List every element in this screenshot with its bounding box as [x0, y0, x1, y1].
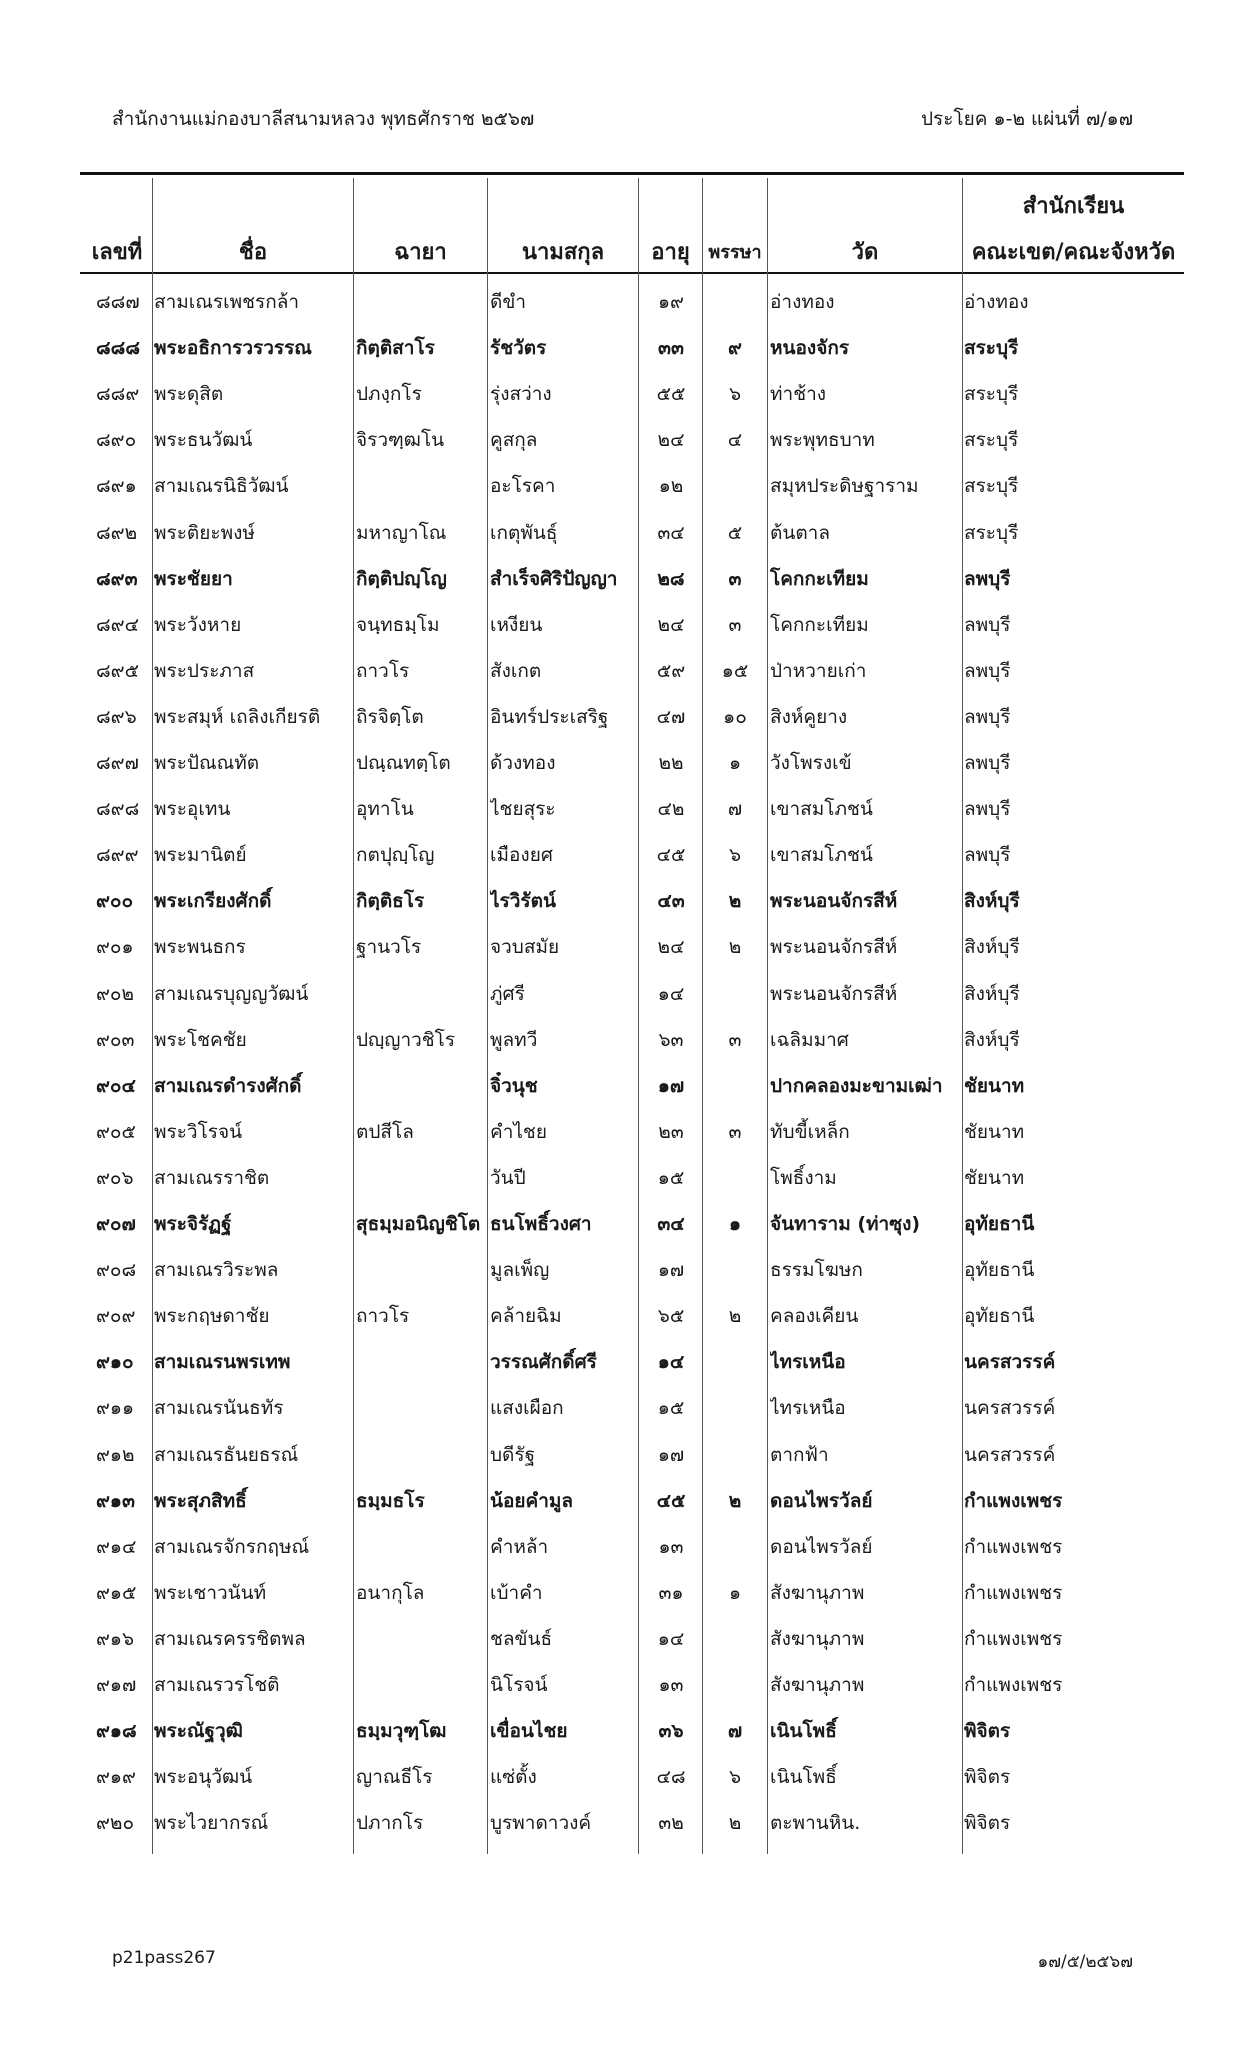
cell-office: สระบุรี	[964, 383, 1019, 405]
cell-phansa	[704, 1164, 766, 1192]
cell-office: ลพบุรี	[964, 752, 1011, 774]
col-header-age: อายุ	[651, 240, 690, 265]
cell-phansa: ๒	[728, 936, 742, 958]
cell-name: พระติยะพงษ์	[154, 522, 255, 544]
cell-name: พระชัยยา	[154, 568, 233, 590]
cell-no: ๙๐๐	[96, 890, 134, 912]
cell-surname: เบ้าคำ	[490, 1582, 543, 1604]
cell-phansa: ๕	[727, 522, 743, 544]
cell-no: ๙๑๗	[96, 1674, 137, 1696]
cell-age: ๑๕	[657, 1167, 685, 1189]
cell-office: สระบุรี	[964, 522, 1019, 544]
cell-age: ๓๒	[658, 1812, 684, 1834]
cell-surname: มูลเพ็ญ	[490, 1259, 550, 1281]
cell-phansa: ๒	[728, 1305, 742, 1327]
cell-no: ๙๑๙	[96, 1766, 136, 1788]
cell-no: ๙๑๕	[96, 1582, 137, 1604]
cell-office: สิงห์บุรี	[964, 890, 1020, 912]
cell-office: นครสวรรค์	[964, 1351, 1056, 1373]
cell-name: สามเณรธันยธรณ์	[154, 1444, 299, 1466]
cell-chaya: ปญฺญาวชิโร	[356, 1029, 456, 1051]
cell-surname: คำไชย	[490, 1121, 547, 1143]
cell-chaya: กิตฺติสาโร	[356, 337, 435, 359]
cell-no: ๘๘๗	[96, 291, 140, 313]
cell-name: พระไวยากรณ์	[154, 1812, 269, 1834]
column-divider	[767, 178, 768, 1854]
cell-name: สามเณรบุญญวัฒน์	[154, 983, 309, 1005]
cell-chaya: สุธมฺมอนิญชิโต	[356, 1213, 481, 1235]
cell-chaya: อนากุโล	[356, 1582, 425, 1604]
cell-age: ๕๕	[656, 383, 686, 405]
cell-wat: ปากคลองมะขามเฒ่า	[770, 1075, 943, 1097]
cell-wat: เขาสมโภชน์	[770, 798, 873, 820]
column-divider	[962, 178, 963, 1854]
cell-phansa: ๓	[728, 1029, 742, 1051]
cell-age: ๑๗	[657, 1444, 685, 1466]
cell-name: สามเณรครรชิตพล	[154, 1628, 306, 1650]
cell-no: ๘๙๑	[96, 475, 137, 497]
header-left: สำนักงานแม่กองบาลีสนามหลวง พุทธศักราช ๒๕๖๗	[112, 108, 535, 130]
cell-age: ๒๓	[658, 1121, 684, 1143]
cell-name: สามเณรจักรกฤษณ์	[154, 1536, 310, 1558]
cell-surname: สำเร็จศิริปัญญา	[490, 568, 618, 590]
cell-office: ลพบุรี	[964, 844, 1011, 866]
cell-name: พระปัณณทัต	[154, 752, 260, 774]
col-header-phansa: พรรษา	[708, 242, 762, 263]
cell-name: พระพนธกร	[154, 936, 246, 958]
cell-surname: วรรณศักดิ์ศรี	[490, 1351, 597, 1373]
cell-name: พระกฤษดาชัย	[154, 1305, 270, 1327]
cell-chaya: ญาณธีโร	[356, 1766, 433, 1788]
cell-chaya	[356, 1533, 486, 1561]
cell-age: ๑๗	[657, 1075, 685, 1097]
cell-wat: ทับขี้เหล็ก	[770, 1121, 850, 1143]
cell-name: สามเณรราชิต	[154, 1167, 270, 1189]
cell-no: ๙๒๐	[96, 1812, 135, 1834]
cell-surname: นิโรจน์	[490, 1674, 548, 1696]
cell-wat: พระนอนจักรสีห์	[770, 983, 898, 1005]
cell-no: ๘๙๓	[96, 568, 138, 590]
cell-no: ๘๙๐	[96, 429, 137, 451]
cell-wat: โพธิ์งาม	[770, 1167, 837, 1189]
cell-surname: ด้วงทอง	[490, 752, 556, 774]
cell-no: ๙๐๓	[96, 1029, 135, 1051]
cell-chaya: มหาญาโณ	[356, 522, 447, 544]
column-divider	[638, 178, 639, 1854]
cell-chaya: ฐานวโร	[356, 936, 422, 958]
cell-no: ๙๑๓	[96, 1490, 135, 1512]
cell-phansa	[704, 1671, 766, 1699]
cell-wat: เขาสมโภชน์	[770, 844, 873, 866]
cell-office: นครสวรรค์	[964, 1444, 1056, 1466]
cell-phansa	[704, 1394, 766, 1422]
cell-phansa: ๑	[728, 752, 742, 774]
cell-wat: ดอนไพรวัลย์	[770, 1490, 873, 1512]
cell-office: ชัยนาท	[964, 1075, 1025, 1097]
header-right: ประโยค ๑-๒ แผ่นที่ ๗/๑๗	[920, 108, 1133, 130]
cell-wat: สังฆานุภาพ	[770, 1628, 865, 1650]
cell-no: ๘๙๘	[96, 798, 140, 820]
cell-surname: บดีรัฐ	[490, 1444, 536, 1466]
cell-name: สามเณรวรโชติ	[154, 1674, 280, 1696]
cell-phansa	[704, 1533, 766, 1561]
cell-no: ๙๑๘	[96, 1720, 137, 1742]
cell-age: ๑๔	[657, 983, 685, 1005]
cell-no: ๙๑๐	[96, 1351, 134, 1373]
cell-chaya	[356, 1348, 486, 1376]
col-header-chaya: ฉายา	[394, 240, 447, 265]
cell-chaya: อุทาโน	[356, 798, 414, 820]
cell-chaya: ถิรจิตฺโต	[356, 706, 424, 728]
cell-surname: อะโรคา	[490, 475, 556, 497]
cell-name: สามเณรเพชรกล้า	[154, 291, 300, 313]
cell-name: พระธนวัฒน์	[154, 429, 253, 451]
cell-chaya	[356, 472, 486, 500]
cell-name: พระโชคชัย	[154, 1029, 247, 1051]
cell-phansa	[704, 1441, 766, 1469]
cell-name: พระณัฐวุฒิ	[154, 1720, 243, 1742]
header-rule	[80, 272, 1184, 274]
footer-right: ๑๗/๕/๒๕๖๗	[1037, 1952, 1133, 1972]
col-header-name: ชื่อ	[238, 240, 268, 265]
cell-phansa: ๑	[728, 1213, 742, 1235]
cell-age: ๖๓	[658, 1029, 684, 1051]
cell-office: กำแพงเพชร	[964, 1490, 1063, 1512]
cell-chaya	[356, 1394, 486, 1422]
cell-chaya	[356, 1072, 486, 1100]
cell-wat: หนองจักร	[770, 337, 850, 359]
cell-no: ๙๑๖	[96, 1628, 135, 1650]
cell-office: พิจิตร	[964, 1720, 1011, 1742]
cell-age: ๔๕	[656, 1490, 686, 1512]
cell-surname: ไชยสุระ	[490, 798, 556, 820]
cell-surname: เหงียน	[490, 614, 543, 636]
col-header-office: สำนักเรียน	[1022, 194, 1125, 219]
cell-no: ๙๐๑	[96, 936, 134, 958]
cell-age: ๑๔	[657, 1628, 685, 1650]
cell-surname: น้อยคำมูล	[490, 1490, 574, 1512]
cell-no: ๙๐๙	[96, 1305, 136, 1327]
cell-office: ลพบุรี	[964, 660, 1011, 682]
cell-chaya: จนฺทธมฺโม	[356, 614, 440, 636]
cell-age: ๑๕	[657, 1397, 685, 1419]
cell-no: ๙๐๗	[96, 1213, 136, 1235]
cell-phansa: ๑	[728, 1582, 742, 1604]
cell-age: ๓๔	[657, 1213, 685, 1235]
cell-chaya: ปภากโร	[356, 1812, 424, 1834]
cell-name: พระเชาวนันท์	[154, 1582, 267, 1604]
cell-phansa: ๒	[728, 890, 742, 912]
cell-surname: เขื่อนไชย	[490, 1720, 568, 1742]
cell-chaya	[356, 1671, 486, 1699]
cell-surname: รุ่งสว่าง	[490, 383, 552, 405]
cell-wat: โคกกะเทียม	[770, 614, 869, 636]
cell-age: ๔๕	[656, 844, 686, 866]
cell-age: ๑๙	[658, 291, 684, 313]
cell-wat: อ่างทอง	[770, 291, 835, 313]
cell-office: ลพบุรี	[964, 614, 1011, 636]
cell-no: ๙๑๒	[96, 1444, 135, 1466]
cell-office: พิจิตร	[964, 1812, 1011, 1834]
cell-phansa	[704, 980, 766, 1008]
cell-office: ลพบุรี	[964, 798, 1011, 820]
cell-office: อุทัยธานี	[964, 1305, 1035, 1327]
cell-age: ๕๙	[656, 660, 686, 682]
col-header-no: เลขที่	[91, 240, 143, 265]
cell-phansa: ๗	[727, 1720, 743, 1742]
cell-chaya	[356, 1625, 486, 1653]
cell-name: พระอธิการวรวรรณ	[154, 337, 312, 359]
cell-no: ๙๐๘	[96, 1259, 137, 1281]
cell-office: ลพบุรี	[964, 568, 1011, 590]
cell-surname: รัชวัตร	[490, 337, 547, 359]
cell-age: ๔๘	[656, 1766, 686, 1788]
cell-chaya	[356, 1164, 486, 1192]
column-divider	[353, 178, 354, 1854]
cell-no: ๙๑๔	[96, 1536, 137, 1558]
cell-surname: วันปี	[490, 1167, 526, 1189]
top-rule	[80, 172, 1184, 175]
cell-name: พระจิรัฏฐ์	[154, 1213, 232, 1235]
cell-wat: พระนอนจักรสีห์	[770, 890, 898, 912]
cell-no: ๙๐๒	[96, 983, 135, 1005]
cell-surname: เมืองยศ	[490, 844, 553, 866]
cell-surname: ภู่ศรี	[490, 983, 525, 1005]
cell-no: ๙๑๑	[96, 1397, 135, 1419]
cell-age: ๓๓	[658, 337, 684, 359]
cell-chaya	[356, 1256, 486, 1284]
cell-surname: พูลทวี	[490, 1029, 538, 1051]
cell-wat: ต้นตาล	[770, 522, 830, 544]
cell-phansa	[704, 288, 766, 316]
cell-office: นครสวรรค์	[964, 1397, 1056, 1419]
cell-name: สามเณรนพรเทพ	[154, 1351, 291, 1373]
cell-age: ๑๓	[658, 1536, 684, 1558]
cell-surname: บูรพาดาวงค์	[490, 1812, 592, 1834]
cell-wat: ธรรมโฆษก	[770, 1259, 863, 1281]
cell-wat: พระพุทธบาท	[770, 429, 875, 451]
cell-office: สิงห์บุรี	[964, 1029, 1020, 1051]
cell-wat: ตากฟ้า	[770, 1444, 829, 1466]
cell-office: กำแพงเพชร	[964, 1582, 1063, 1604]
cell-chaya: กิตฺติธโร	[356, 890, 425, 912]
cell-age: ๑๔	[657, 1351, 685, 1373]
cell-wat: โคกกะเทียม	[770, 568, 869, 590]
cell-office: สระบุรี	[964, 337, 1019, 359]
cell-wat: ป่าหวายเก่า	[770, 660, 867, 682]
cell-age: ๓๔	[657, 522, 685, 544]
cell-office: สระบุรี	[964, 429, 1019, 451]
col-header-surname: นามสกุล	[521, 240, 605, 265]
cell-chaya	[356, 288, 486, 316]
cell-phansa	[704, 1072, 766, 1100]
cell-surname: ธนโพธิ์วงศา	[490, 1213, 592, 1235]
cell-age: ๒๒	[658, 752, 684, 774]
cell-office: ชัยนาท	[964, 1167, 1025, 1189]
cell-chaya	[356, 1441, 486, 1469]
cell-no: ๙๐๖	[96, 1167, 134, 1189]
cell-name: พระวังหาย	[154, 614, 242, 636]
cell-surname: แซ่ตั้ง	[490, 1766, 537, 1788]
cell-name: พระเกรียงศักดิ์	[154, 890, 272, 912]
cell-no: ๘๙๒	[96, 522, 138, 544]
cell-wat: สังฆานุภาพ	[770, 1582, 865, 1604]
cell-no: ๘๙๕	[96, 660, 139, 682]
cell-chaya: กิตฺติปญฺโญ	[356, 568, 447, 590]
cell-wat: เนินโพธิ์	[770, 1766, 837, 1788]
cell-age: ๓๖	[658, 1720, 684, 1742]
cell-age: ๒๘	[657, 568, 685, 590]
cell-office: สิงห์บุรี	[964, 936, 1020, 958]
cell-office: กำแพงเพชร	[964, 1628, 1063, 1650]
cell-chaya: ตปสีโล	[356, 1121, 414, 1143]
cell-wat: ตะพานหิน.	[770, 1812, 861, 1834]
cell-wat: คลองเคียน	[770, 1305, 859, 1327]
cell-surname: เกตุพันธุ์	[490, 522, 558, 544]
column-divider	[487, 178, 488, 1854]
cell-office: พิจิตร	[964, 1766, 1011, 1788]
cell-office: ลพบุรี	[964, 706, 1011, 728]
cell-wat: สมุหประดิษฐาราม	[770, 475, 919, 497]
cell-phansa: ๙	[728, 337, 742, 359]
cell-chaya: จิรวฑฺฒโน	[356, 429, 445, 451]
cell-phansa: ๓	[728, 614, 742, 636]
cell-name: สามเณรดำรงศักดิ์	[154, 1075, 302, 1097]
cell-no: ๙๐๕	[96, 1121, 136, 1143]
cell-office: กำแพงเพชร	[964, 1536, 1063, 1558]
cell-age: ๑๒	[658, 475, 684, 497]
cell-age: ๑๓	[658, 1674, 684, 1696]
cell-name: พระมานิตย์	[154, 844, 247, 866]
cell-surname: จิ๋วนุช	[490, 1075, 538, 1097]
cell-wat: ไทรเหนือ	[770, 1397, 846, 1419]
cell-office: อ่างทอง	[964, 291, 1029, 313]
cell-age: ๓๑	[658, 1582, 684, 1604]
cell-wat: เฉลิมมาศ	[770, 1029, 849, 1051]
cell-phansa: ๓	[728, 1121, 742, 1143]
cell-age: ๒๔	[657, 429, 685, 451]
cell-age: ๖๕	[657, 1305, 685, 1327]
cell-office: สิงห์บุรี	[964, 983, 1020, 1005]
cell-no: ๘๘๙	[96, 383, 140, 405]
cell-name: สามเณรวิระพล	[154, 1259, 279, 1281]
cell-no: ๘๙๗	[96, 752, 139, 774]
cell-surname: จวบสมัย	[490, 936, 560, 958]
cell-age: ๑๗	[657, 1259, 685, 1281]
cell-surname: สังเกต	[490, 660, 542, 682]
cell-office: กำแพงเพชร	[964, 1674, 1063, 1696]
cell-no: ๙๐๔	[96, 1075, 136, 1097]
cell-chaya: กตปุญฺโญ	[356, 844, 435, 866]
cell-surname: ดีขำ	[490, 291, 526, 313]
cell-name: พระวิโรจน์	[154, 1121, 243, 1143]
cell-chaya: ปณฺณทตฺโต	[356, 752, 451, 774]
cell-phansa: ๖	[728, 844, 742, 866]
cell-chaya: ถาวโร	[356, 660, 410, 682]
cell-name: พระอนุวัฒน์	[154, 1766, 253, 1788]
cell-surname: คำหล้า	[490, 1536, 549, 1558]
cell-no: ๘๙๔	[96, 614, 139, 636]
cell-phansa: ๗	[727, 798, 743, 820]
cell-wat: สิงห์คูยาง	[770, 706, 848, 728]
cell-age: ๔๓	[657, 890, 685, 912]
cell-office: ชัยนาท	[964, 1121, 1025, 1143]
column-divider	[702, 178, 703, 1854]
cell-name: สามเณรนันธทัร	[154, 1397, 284, 1419]
cell-phansa: ๑๐	[723, 706, 747, 728]
cell-age: ๔๗	[656, 706, 686, 728]
cell-phansa	[704, 1256, 766, 1284]
cell-wat: ไทรเหนือ	[770, 1351, 846, 1373]
cell-wat: ดอนไพรวัลย์	[770, 1536, 873, 1558]
column-divider	[152, 178, 153, 1854]
cell-no: ๘๘๘	[96, 337, 140, 359]
cell-no: ๘๙๙	[96, 844, 139, 866]
cell-phansa	[704, 1348, 766, 1376]
cell-surname: ไรวิรัตน์	[490, 890, 556, 912]
cell-wat: วังโพรงเข้	[770, 752, 852, 774]
col-header-wat: วัด	[851, 240, 879, 265]
cell-no: ๘๙๖	[96, 706, 137, 728]
cell-surname: คูสกุล	[490, 429, 538, 451]
cell-surname: คล้ายฉิม	[490, 1305, 562, 1327]
cell-surname: แสงเผือก	[490, 1397, 564, 1419]
footer-left: p21pass267	[112, 1948, 216, 1968]
cell-phansa: ๔	[727, 429, 743, 451]
cell-office: สระบุรี	[964, 475, 1019, 497]
cell-name: พระอุเทน	[154, 798, 231, 820]
cell-office: อุทัยธานี	[964, 1259, 1035, 1281]
cell-age: ๔๒	[657, 798, 685, 820]
cell-age: ๒๔	[657, 614, 685, 636]
cell-chaya: ถาวโร	[356, 1305, 410, 1327]
cell-chaya: ธมฺมธโร	[356, 1490, 425, 1512]
cell-surname: อินทร์ประเสริฐ	[490, 706, 609, 728]
cell-name: พระสุภสิทธิ์	[154, 1490, 247, 1512]
cell-wat: จันทาราม (ท่าซุง)	[770, 1213, 921, 1235]
cell-surname: ชลขันธ์	[490, 1628, 553, 1650]
cell-phansa	[704, 472, 766, 500]
cell-phansa: ๒	[728, 1812, 742, 1834]
cell-name: พระดุสิต	[154, 383, 224, 405]
cell-phansa: ๒	[728, 1490, 742, 1512]
cell-chaya	[356, 980, 486, 1008]
cell-office: อุทัยธานี	[964, 1213, 1035, 1235]
cell-name: สามเณรนิธิวัฒน์	[154, 475, 289, 497]
cell-age: ๒๔	[657, 936, 685, 958]
cell-phansa: ๓	[728, 568, 742, 590]
cell-phansa: ๖	[728, 1766, 742, 1788]
cell-name: พระสมุห์ เถลิงเกียรติ	[154, 706, 321, 728]
cell-phansa: ๖	[728, 383, 742, 405]
cell-chaya: ธมฺมวุฑฺโฒ	[356, 1720, 447, 1742]
col-header-office-sub: คณะเขต/คณะจังหวัด	[971, 240, 1176, 265]
cell-wat: สังฆานุภาพ	[770, 1674, 865, 1696]
cell-wat: ท่าช้าง	[770, 383, 827, 405]
cell-wat: พระนอนจักรสีห์	[770, 936, 898, 958]
cell-chaya: ปภงฺกโร	[356, 383, 422, 405]
cell-name: พระประภาส	[154, 660, 255, 682]
cell-wat: เนินโพธิ์	[770, 1720, 837, 1742]
cell-phansa	[704, 1625, 766, 1653]
cell-phansa: ๑๕	[721, 660, 749, 682]
